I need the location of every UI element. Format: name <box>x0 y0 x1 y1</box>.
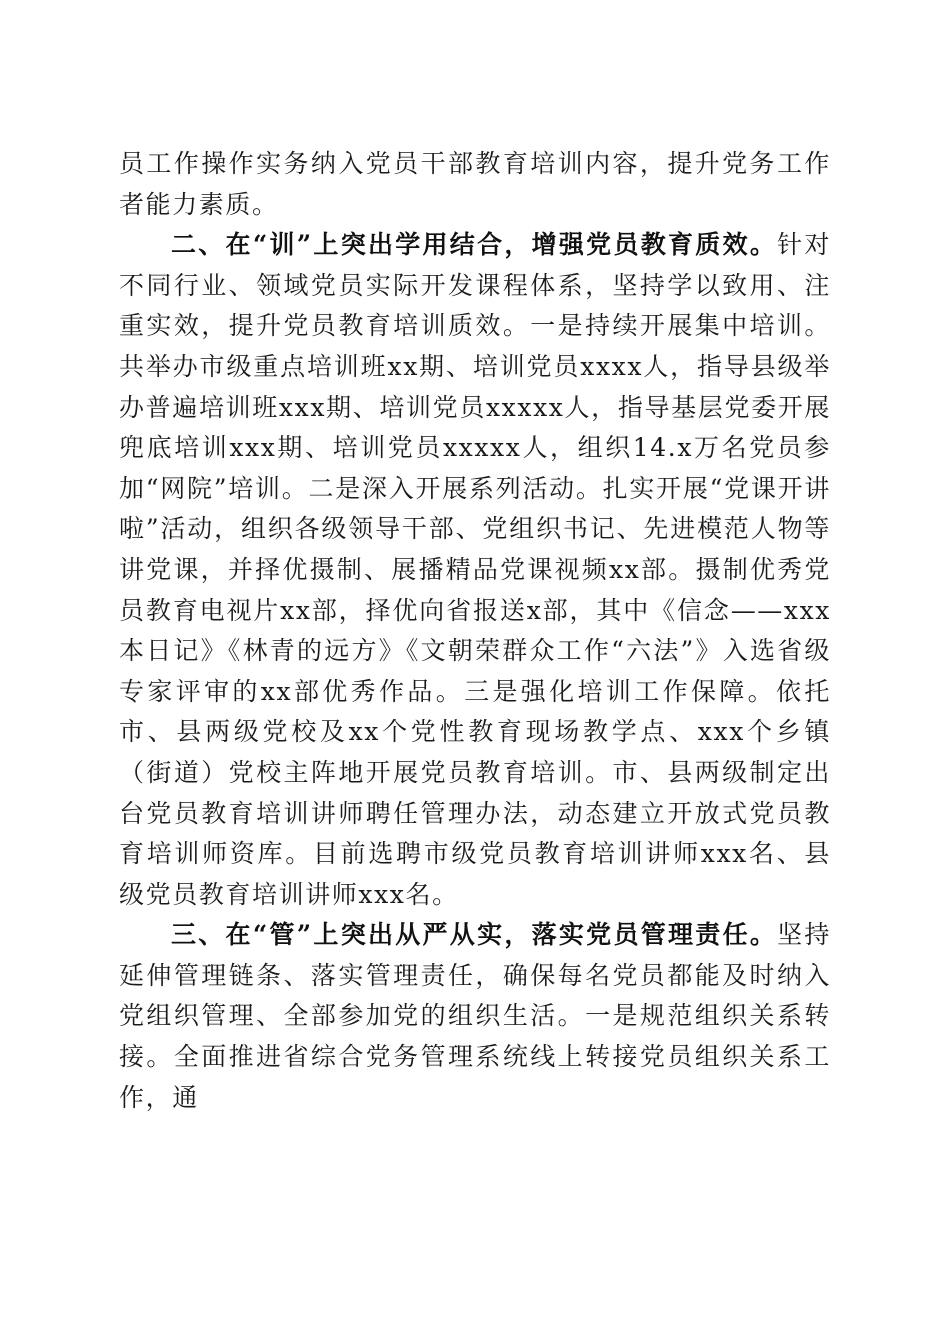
paragraph-section-2 <box>119 225 831 915</box>
paragraph-section-3 <box>119 915 831 1118</box>
section-3-text: 坚持延伸管理链条、落实管理责任，确保每名党员都能及时纳入党组织管理、全部参加党的组织生活。一是规范组织关系转接。全面推进省综合党务管理系统线上转接党员组织关系工作，通 <box>119 920 832 1112</box>
document-body <box>119 144 831 1118</box>
paragraph-continuation <box>119 144 831 225</box>
paragraph-1-text: 员工作操作实务纳入党员干部教育培训内容，提升党务工作者能力素质。 <box>119 149 831 219</box>
section-3-heading: 三、在“管”上突出从严从实，落实党员管理责任。 <box>171 920 778 950</box>
section-2-text: 针对不同行业、领域党员实际开发课程体系，坚持学以致用、注重实效，提升党员教育培训质效。一是持续开展集中培训。共举办市级重点培训班xx期、培训党员xxxx人，指导县级举办普遍培训班xxx期、培训党员xxxxx人，指导基层党委开展兜底培训xxx期、培训党员xxxxx人，组织14.x万名党员参加“网院”培训。二是深入开展系列活动。扎实开展“党课开讲啦”活动，组织各级领导干部、党组织书记、先进模范人物等讲党课，并择优摄制、展播精品党课视频xx部。摄制优秀党员教育电视片xx部，择优向省报送x部，其中《信念——xxx本日记》《林青的远方》《文朝荣群众工作“六法”》入选省级专家评审的xx部优秀作品。三是强化培训工作保障。依托市、县两级党校及xx个党性教育现场教学点、xxx个乡镇（街道）党校主阵地开展党员教育培训。市、县两级制定出台党员教育培训讲师聘任管理办法，动态建立开放式党员教育培训师资库。目前选聘市级党员教育培训讲师xxx名、县级党员教育培训讲师xxx名。 <box>119 230 832 909</box>
section-2-heading: 二、在“训”上突出学用结合，增强党员教育质效。 <box>171 230 778 260</box>
